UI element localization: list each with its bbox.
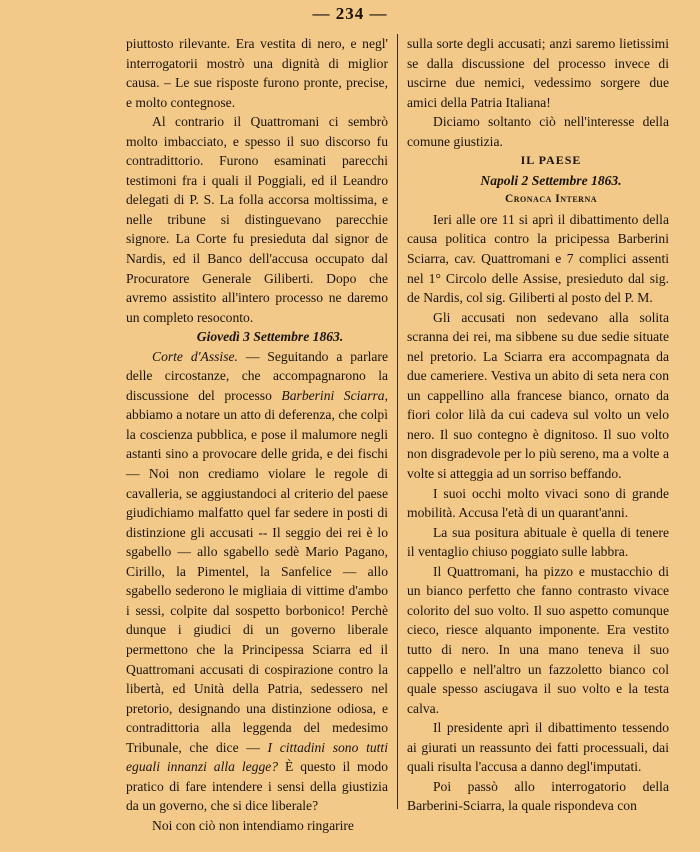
paragraph: Ieri alle ore 11 si aprì il dibattimento della causa politica contro la pricipessa Barberini Sciarra, cav. Quattromani e 7 complici assenti nel 1° Circolo delle Assise, presieduto dal sig. de Nardis, col sig. Giliberti al posto del P. M. — [407, 211, 669, 306]
paragraph: Noi con ciò non intendiamo ringarire — [152, 817, 354, 833]
paragraph: Diciamo soltanto ciò nell'interesse della comune giustizia. — [407, 114, 669, 149]
page-number: — 234 — — [312, 4, 388, 23]
paragraph: Il presidente aprì il dibattimento tessendo ai giurati un reassunto dei fatti processuali, dai quali risulta l'accusa a danno degl'imputati. — [407, 720, 669, 775]
paragraph: sulla sorte degli accusati; anzi saremo lietissimi se dalla discussione del processo invece di uscirne due nemici, vedessimo sorgere due amici della Patria Italiana! — [407, 36, 669, 110]
paragraph: La sua positura abituale è quella di tenere il ventaglio chiuso poggiato sulle labbra. — [407, 524, 669, 560]
section-heading: Cronaca Interna — [504, 193, 598, 206]
dateline: Napoli 2 Settembre 1863. — [480, 172, 622, 188]
newspaper-title: IL PAESE — [520, 153, 582, 168]
paragraph: Poi passò allo interrogatorio della Barberini-Sciarra, la quale rispondeva con — [407, 778, 669, 814]
text-run: , abbiamo a notare un atto di deferenza, che colpì la coscienza pubblica, e pose il malumore negli astanti sino a provocare delle grida, e dei fischi — Noi non crediamo violare le regole di cavalleria, se aggiustandoci al criterio del paese giudichiamo malfatto quel far sedere in posti di distinzione gli accusati -- Il seggio dei rei è lo sgabello — allo sgabello sedè Mario Pagano, Cirillo, la Pimentel, la Sanfelice — allo sgabello sederono le migliaia di vittime d'ambo i sessi, colpite dal sospetto borbonico! Perchè dunque i giudici di un governo liberale permettono che la Principessa Sciarra ed il Quattromani accusati di cospirazione contro la libertà, ed Unità della Patria, sedessero nel pretorio, designando una distinzione odiosa, e contradittoria alla leggenda del medesimo Tribunale, che dice — — [126, 387, 388, 755]
dateline: Giovedì 3 Settembre 1863. — [196, 329, 344, 345]
right-column — [407, 34, 669, 816]
paragraph: Il Quattromani, ha pizzo e mustacchio di un bianco perfetto che fanno contrasto vivace colorito del suo volto. Il suo aspetto comunque cieco, riesce alquanto imponente. Era vestito tutto di nero. In una mano teneva il suo cappello e nell'altro un fazzoletto bianco col quale spesso asciugava il suo volto e la testa calva. — [407, 563, 669, 716]
paragraph: piuttosto rilevante. Era vestita di nero, e negl' interrogatorii mostrò una dignità di miglior causa. – Le sue risposte furono pronte, precise, e molto contegnose. — [126, 36, 388, 110]
paragraph: I suoi occhi molto vivaci sono di grande mobilità. Accusa l'età di un quarant'anni. — [407, 485, 669, 521]
case-name: Barberini Sciarra — [281, 387, 385, 403]
text-run: — Seguitando a parlare delle circostanze, che accompagnarono la discussione del processo — [126, 348, 388, 403]
section-lead: Corte d'Assise. — [152, 348, 238, 364]
quotation: I cittadini sono tutti eguali innanzi alla legge? — [126, 739, 388, 775]
paragraph — [126, 347, 388, 816]
paragraph: Gli accusati non sedevano alla solita scranna dei rei, ma sibbene su due sedie situate nel pretorio. La Sciarra era accompagnata da due cameriere. Vestiva un abito di seta nera con un cappellino alla francese bianco, ornato da fiori color lilà da cui cadeva sul volto un velo nero. Il suo contegno è dignitoso. Il suo volto non disgradevole per lo più sereno, ma a volte a volte si atteggia ad un sorriso beffando. — [407, 309, 669, 482]
left-column — [126, 34, 388, 835]
paragraph: Al contrario il Quattromani ci sembrò molto imbacciato, e spesso il suo discorso fu contradittorio. Furono esaminati parecchi testimoni fra i quali il Poggiali, ed il Leandro delegati di P. S. La folla accorsa moltissima, e nelle tribune si distinguevano parecchie signore. La Corte fu presieduta dal signor de Nardis, ed il Banco dell'accusa occupato dal Procuratore Generale Giliberti. Dopo che avremo assistito all'intero processo ne daremo un completo resoconto. — [126, 114, 388, 325]
text-run: È questo il modo pratico di fare intendere i sensi della giustizia da un governo, che si dice liberale? — [126, 759, 388, 814]
column-divider — [397, 34, 398, 809]
